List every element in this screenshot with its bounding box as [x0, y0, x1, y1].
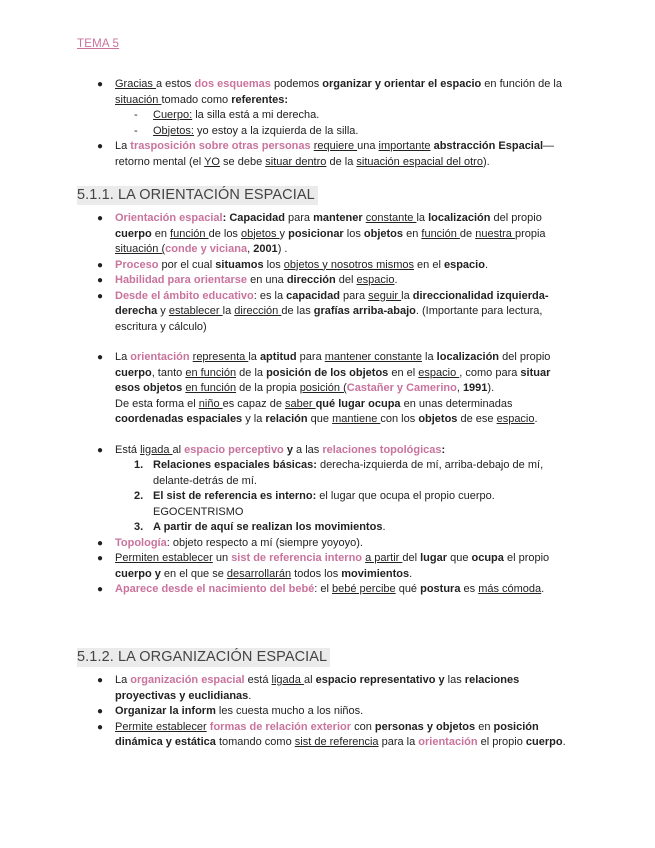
- list-item: ● Desde el ámbito educativo: es la capacidad para seguir la direccionalidad izquierda-derecha y establecer la dirección de las grafías arriba-abajo. (Importante para lectura, escritura y cálculo): [97, 289, 549, 333]
- numbered-item: 3. A partir de aquí se realizan los movimientos.: [134, 521, 386, 533]
- list-item: ● La trasposición sobre otras personas requiere una importante abstracción Espacial—retorno mental (el YO se debe situar dentro de la situación espacial del otro).: [97, 140, 555, 168]
- list-item: ● Permite establecer formas de relación exterior con personas y objetos en posición dinámica y estática tomando como sist de referencia para la orientación el propio cuerpo.: [97, 720, 566, 748]
- list-item: ● Habilidad para orientarse en una dirección del espacio.: [0, 273, 655, 289]
- topic-title: TEMA 5: [77, 38, 120, 50]
- bullet-icon: ●: [97, 213, 104, 224]
- numbered-item: 2. El sist de referencia es interno: el lugar que ocupa el propio cuerpo. EGOCENTRISMO: [134, 490, 495, 518]
- section-organization-body: [0, 673, 655, 751]
- spacer: [0, 335, 655, 350]
- section-heading-orientation: 5.1.1. LA ORIENTACIÓN ESPACIAL: [77, 186, 318, 205]
- bullet-icon: ●: [97, 537, 104, 549]
- list-item: ● Organizar la inform les cuesta mucho a los niños.: [0, 704, 655, 720]
- list-item: ● Proceso por el cual situamos los objetos y nosotros mismos en el espacio.: [0, 258, 655, 274]
- dash-icon: -: [134, 109, 138, 121]
- list-item: ● Gracias a estos dos esquemas podemos organizar y orientar el espacio en función de la situación tomado como referentes:: [97, 78, 562, 106]
- bullet-icon: ●: [97, 584, 104, 595]
- section-heading-organization: 5.1.2. LA ORGANIZACIÓN ESPACIAL: [77, 648, 330, 667]
- numbered-item: 1. Relaciones espaciales básicas: derecha-izquierda de mí, arriba-debajo de mí, delante-detrás de mí.: [134, 459, 544, 487]
- spacer: [0, 428, 655, 443]
- bullet-icon: ●: [97, 444, 104, 456]
- bullet-icon: ●: [97, 352, 104, 363]
- bullet-icon: ●: [97, 275, 104, 286]
- bullet-icon: ●: [97, 290, 104, 302]
- list-item: ● Permiten establecer un sist de referencia interno a partir del lugar que ocupa el propio cuerpo y en el que se desarrollarán todos los movimientos.: [97, 552, 550, 580]
- list-item: ● La organización espacial está ligada al espacio representativo y las relaciones proyectivas y euclidianas.: [97, 674, 520, 702]
- list-item: ● Está ligada al espacio perceptivo y a las relaciones topológicas:: [0, 443, 655, 459]
- list-item: ● Orientación espacial: Capacidad para mantener constante la localización del propio cuerpo en función de los objetos y posicionar los objetos en función de nuestra propia situación (conde y viciana, 2001) .: [97, 212, 546, 255]
- bullet-icon: ●: [97, 553, 104, 564]
- sub-list-item: - Cuerpo: la silla está a mi derecha.: [0, 108, 655, 124]
- bullet-icon: ●: [97, 706, 104, 717]
- sub-list-item: - Objetos: yo estoy a la izquierda de la silla.: [0, 124, 655, 140]
- bullet-icon: ●: [97, 721, 104, 733]
- intro-block: [0, 77, 655, 170]
- bullet-icon: ●: [97, 79, 104, 90]
- list-item: ● La orientación representa la aptitud para mantener constante la localización del propio cuerpo, tanto en función de la posición de los objetos en el espacio , como para situar esos objetos en función de la propia posición (Castañer y Camerino, 1991). De esta forma el niño es capaz de saber qué lugar ocupa en unas determinadas coordenadas espaciales y la relación que mantiene con los objetos de ese espacio.: [97, 351, 551, 425]
- bullet-icon: ●: [97, 259, 104, 271]
- list-item: ● Aparece desde el nacimiento del bebé: el bebé percibe qué postura es más cómoda.: [0, 582, 655, 598]
- bullet-icon: ●: [97, 675, 104, 686]
- list-item: ● Topología: objeto respecto a mí (siempre yoyoyo).: [0, 536, 655, 552]
- bullet-icon: ●: [97, 141, 104, 152]
- dash-icon: -: [134, 124, 138, 137]
- section-orientation-body: [0, 211, 655, 598]
